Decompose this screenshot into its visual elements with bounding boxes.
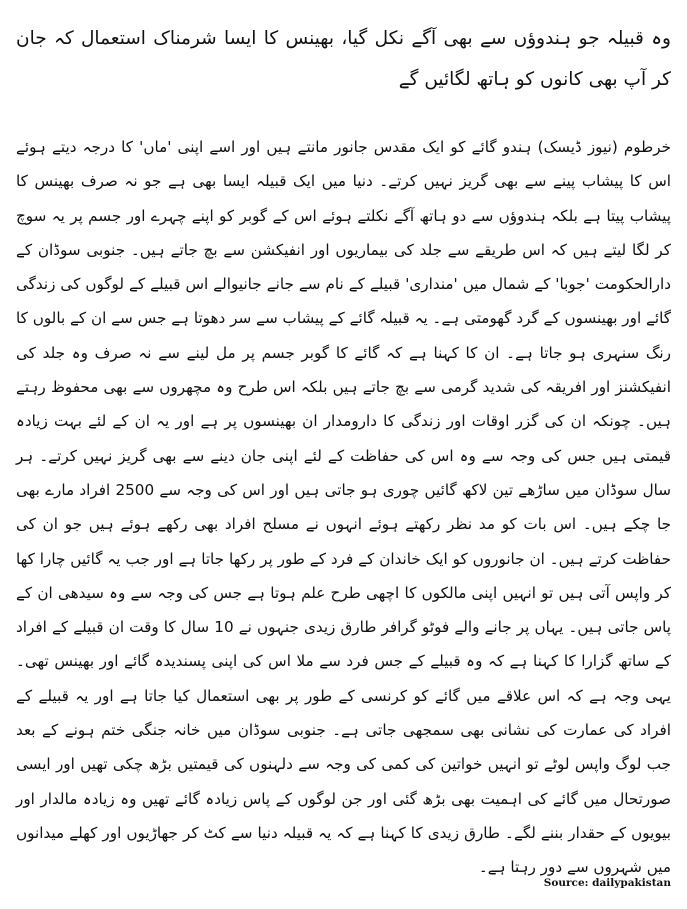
article-body: خرطوم (نیوز ڈیسک) ہندو گائے کو ایک مقدس جانور مانتے ہیں اور اسے اپنی 'ماں' کا درجہ دیتے ہوئے اس کا پیشاب پینے سے بھی گریز نہیں کرتے۔ دنیا میں ایک قبیلہ ایسا بھی ہے جو نہ صرف بھینس کا پیشاب پیتا ہے بلکہ ہندوؤں سے دو ہاتھ آگے نکلتے ہوئے اس کے گوبر کو اپنے چہرے اور جسم پر یہ سوچ کر لگا لیتے ہیں کہ اس طریقے سے جلد کی بیماریوں اور انفیکشن سے بچ جاتے ہیں۔ جنوبی سوڈان کے دارالحکومت 'جوبا' کے شمال میں 'منداری' قبیلے کے نام سے جانے جانیوالے اس قبیلے کے لوگوں کی زندگی گائے اور بھینسوں کے گرد گھومتی ہے۔ یہ قبیلہ گائے کے پیشاب سے سر دھوتا ہے جس سے ان کے بالوں کا رنگ سنہری ہو جاتا ہے۔ ان کا کہنا ہے کہ گائے کا گوبر جسم پر مل لینے سے نہ صرف وہ جلد کی انفیکشنز اور افریقہ کی شدید گرمی سے بچ جاتے ہیں بلکہ اس طرح وہ مچھروں سے بھی محفوظ رہتے ہیں۔ چونکہ ان کی گزر اوقات اور زندگی کا دارومدار ان بھینسوں پر ہے اور یہ ان کے لئے بہت زیادہ قیمتی ہیں جس کی وجہ سے وہ اس کی حفاظت کے لئے اپنی جان دینے سے بھی گریز نہیں کرتے۔ ہر سال سوڈان میں ساڑھے تین لاکھ گائیں چوری ہو جاتی ہیں اور اس کی وجہ سے 2500 افراد مارے بھی جا چکے ہیں۔ اس بات کو مد نظر رکھتے ہوئے انہوں نے مسلح افراد بھی رکھے ہوئے ہیں جو ان کی حفاظت کرتے ہیں۔ ان جانوروں کو ایک خاندان کے فرد کے طور پر رکھا جاتا ہے اور جب یہ گائیں چارا کھا کر واپس آتی ہیں تو انہیں اپنی مالکوں کا اچھی طرح علم ہوتا ہے جس کی وجہ سے وہ سیدھی ان کے پاس جاتی ہیں۔ یہاں پر جانے والے فوٹو گرافر طارق زیدی جنہوں نے 10 سال کا وقت ان قبیلے کے افراد کے ساتھ گزارا کا کہنا ہے کہ وہ قبیلے کے جس فرد سے ملا اس کی اپنی پسندیدہ گائے اور بھینس تھی۔ یہی وجہ ہے کہ اس علاقے میں گائے کو کرنسی کے طور پر بھی استعمال کیا جاتا ہے اور یہ قبیلے کے افراد کی عمارت کی نشانی بھی سمجھی جاتی ہے۔ جنوبی سوڈان میں خانہ جنگی ختم ہونے کے بعد جب لوگ واپس لوٹے تو انہیں خواتین کی کمی کی وجہ سے دلہنوں کی قیمتیں بڑھ چکی تھیں اور ایسی صورتحال میں گائے کی اہمیت بھی بڑھ گئی اور جن لوگوں کے پاس زیادہ گائے تھیں وہ زیادہ مالدار اور بیویوں کے حقدار بننے لگے۔ طارق زیدی کا کہنا ہے کہ یہ قبیلہ دنیا سے کٹ کر جھاڑیوں اور کھلے میدانوں میں شہروں سے دور رہتا ہے۔ bbox=[16, 138, 671, 877]
article-title: وہ قبیلہ جو ہندوؤں سے بھی آگے نکل گیا، بھینس کا ایسا شرمناک استعمال کہ جان کر آپ بھی کانوں کو ہاتھ لگائیں گے bbox=[16, 28, 671, 90]
source-credit: Source: dailypakistan bbox=[543, 877, 671, 889]
